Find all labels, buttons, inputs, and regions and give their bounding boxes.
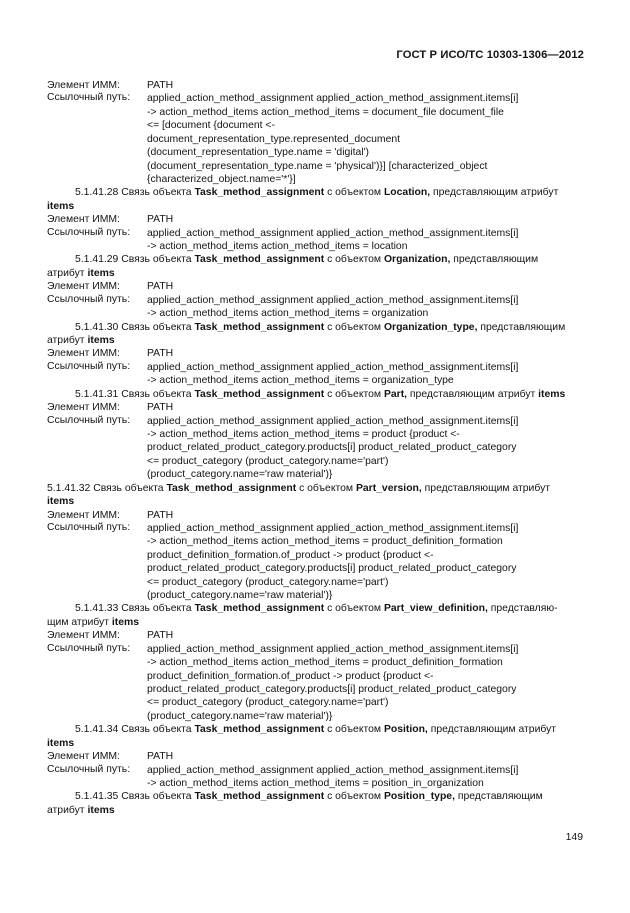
heading-text: представляю- xyxy=(487,603,558,615)
heading-term: Part, xyxy=(383,388,408,400)
reference-path-line: product_related_product_category.products[i] product_related_product_category xyxy=(147,683,517,695)
reference-path-row xyxy=(47,522,585,603)
reference-path-line: -> action_method_items action_method_items = document_file document_file xyxy=(147,106,504,118)
reference-path-line: {characterized_object.name='*'}] xyxy=(147,173,296,185)
heading-text: представляющим xyxy=(450,254,539,266)
reference-path-line: applied_action_method_assignment applied_action_method_assignment.items[i] xyxy=(147,415,519,427)
section-heading xyxy=(47,723,585,750)
element-label: Элемент ИММ: xyxy=(47,630,120,642)
reference-path-line: product_related_product_category.products[i] product_related_product_category xyxy=(147,563,517,575)
attribute-entry xyxy=(47,347,585,387)
heading-text: с объектом xyxy=(296,482,356,494)
reference-path-line: <= product_category (product_category.name='part') xyxy=(147,697,389,709)
heading-term: items xyxy=(47,496,75,508)
heading-text: атрибут xyxy=(47,804,88,816)
reference-path-line: -> action_method_items action_method_items = location xyxy=(147,241,408,253)
element-row xyxy=(47,347,585,360)
attribute-entry xyxy=(47,629,585,723)
heading-term: Organization, xyxy=(383,254,451,266)
reference-path xyxy=(147,92,585,186)
attribute-entry xyxy=(47,280,585,320)
reference-path-line: product_definition_formation.of_product -> product {product <- xyxy=(147,670,434,682)
reference-label: Ссылочный путь: xyxy=(47,521,131,533)
reference-path-line: applied_action_method_assignment applied_action_method_assignment.items[i] xyxy=(147,294,519,306)
heading-term: Task_method_assignment xyxy=(166,482,297,494)
section-heading xyxy=(47,186,585,213)
reference-path-line: (product_category.name='raw material')} xyxy=(147,710,333,722)
reference-path-line: (product_category.name='raw material')} xyxy=(147,469,333,481)
heading-term: Position_type, xyxy=(383,791,455,803)
heading-text: 5.1.41.35 Связь объекта xyxy=(75,791,195,803)
element-value: PATH xyxy=(147,630,174,642)
heading-term: items xyxy=(87,804,115,816)
heading-term: Position, xyxy=(383,724,428,736)
heading-text: 5.1.41.34 Связь объекта xyxy=(75,724,195,736)
reference-path xyxy=(147,361,585,388)
page-number: 149 xyxy=(565,832,583,843)
heading-text: представляющим атрибут xyxy=(430,187,559,199)
reference-path-line: (document_representation_type.name = 'physical')}] [characterized_object xyxy=(147,160,488,172)
heading-text: представляющим атрибут xyxy=(421,482,551,494)
attribute-entry xyxy=(47,401,585,482)
reference-label: Ссылочный путь: xyxy=(47,414,131,426)
element-value: PATH xyxy=(147,348,174,360)
reference-label: Ссылочный путь: xyxy=(47,92,131,104)
element-value: PATH xyxy=(147,509,174,521)
reference-path-line: -> action_method_items action_method_items = product_definition_formation xyxy=(147,657,503,669)
reference-path-line: applied_action_method_assignment applied_action_method_assignment.items[i] xyxy=(147,764,519,776)
document-header: ГОСТ Р ИСО/ТС 10303-1306—2012 xyxy=(396,49,584,61)
reference-label: Ссылочный путь: xyxy=(47,293,131,305)
reference-path-line: <= [document {document <- xyxy=(147,120,275,132)
element-row xyxy=(47,280,585,293)
heading-text: атрибут xyxy=(47,335,88,347)
heading-text: 5.1.41.31 Связь объекта xyxy=(75,388,195,400)
heading-term: Location, xyxy=(383,187,431,199)
reference-label: Ссылочный путь: xyxy=(47,360,131,372)
section-heading-line xyxy=(47,200,585,213)
element-row xyxy=(47,79,585,92)
reference-path-row xyxy=(47,92,585,186)
reference-path-row xyxy=(47,361,585,388)
section-heading-line xyxy=(47,790,585,803)
section-heading-line xyxy=(47,723,585,736)
heading-term: Task_method_assignment xyxy=(194,187,325,199)
section-heading-line xyxy=(47,321,585,334)
reference-path-line: -> action_method_items action_method_items = organization_type xyxy=(147,375,454,387)
heading-term: Organization_type, xyxy=(383,321,478,333)
element-row xyxy=(47,401,585,414)
reference-path-line: (product_category.name='raw material')} xyxy=(147,590,333,602)
section-heading-line xyxy=(47,495,585,508)
element-value: PATH xyxy=(147,281,174,293)
section-heading-line xyxy=(47,334,585,347)
heading-term: Task_method_assignment xyxy=(194,791,325,803)
heading-term: Task_method_assignment xyxy=(194,254,325,266)
heading-text: 5.1.41.30 Связь объекта xyxy=(75,321,195,333)
heading-text: с объектом xyxy=(324,603,384,615)
reference-path xyxy=(147,415,585,482)
element-label: Элемент ИММ: xyxy=(47,509,120,521)
heading-text: с объектом xyxy=(324,791,384,803)
reference-path xyxy=(147,227,585,254)
reference-path-line: applied_action_method_assignment applied_action_method_assignment.items[i] xyxy=(147,643,519,655)
section-heading xyxy=(47,388,585,401)
heading-term: items xyxy=(87,335,115,347)
heading-text: 5.1.41.29 Связь объекта xyxy=(75,254,195,266)
reference-path-line: <= product_category (product_category.name='part') xyxy=(147,576,389,588)
reference-path xyxy=(147,643,585,724)
heading-text: 5.1.41.32 Связь объекта xyxy=(47,482,167,494)
heading-text: представляющим атрибут xyxy=(427,724,557,736)
element-value: PATH xyxy=(147,80,174,91)
reference-path-line: product_definition_formation.of_product -> product {product <- xyxy=(147,549,434,561)
reference-path-line: applied_action_method_assignment applied_action_method_assignment.items[i] xyxy=(147,522,519,534)
reference-path xyxy=(147,764,585,791)
heading-text: с объектом xyxy=(324,724,384,736)
heading-text: представляющим xyxy=(477,321,566,333)
section-heading xyxy=(47,790,585,817)
section-heading-line xyxy=(47,267,585,280)
element-value: PATH xyxy=(147,214,174,226)
heading-text: представляющим xyxy=(454,791,543,803)
reference-path-line: -> action_method_items action_method_items = organization xyxy=(147,308,429,320)
heading-text: представляющим атрибут xyxy=(407,388,539,400)
heading-term: items xyxy=(87,267,115,279)
heading-text: с объектом xyxy=(324,254,384,266)
heading-term: Task_method_assignment xyxy=(194,724,325,736)
reference-label: Ссылочный путь: xyxy=(47,642,131,654)
section-heading-line xyxy=(47,602,585,615)
element-value: PATH xyxy=(147,751,174,763)
section-heading xyxy=(47,321,585,348)
reference-path xyxy=(147,522,585,603)
reference-path-row xyxy=(47,643,585,724)
section-heading-line xyxy=(47,253,585,266)
document-body xyxy=(47,79,585,817)
heading-term: items xyxy=(47,200,75,212)
reference-label: Ссылочный путь: xyxy=(47,763,131,775)
heading-text: с объектом xyxy=(324,388,384,400)
heading-term: Task_method_assignment xyxy=(194,388,325,400)
section-heading-line xyxy=(47,616,585,629)
element-value: PATH xyxy=(147,402,174,414)
heading-text: 5.1.41.28 Связь объекта xyxy=(75,187,195,199)
heading-text: атрибут xyxy=(47,267,88,279)
element-label: Элемент ИММ: xyxy=(47,281,120,293)
section-heading-line xyxy=(47,186,585,199)
heading-text: с объектом xyxy=(324,187,384,199)
heading-text: щим атрибут xyxy=(47,616,112,628)
heading-term: items xyxy=(47,737,75,749)
heading-text: с объектом xyxy=(324,321,384,333)
section-heading xyxy=(47,602,585,629)
section-heading xyxy=(47,253,585,280)
section-heading xyxy=(47,482,585,509)
element-row xyxy=(47,750,585,763)
heading-term: Part_view_definition, xyxy=(383,603,488,615)
heading-term: Task_method_assignment xyxy=(194,321,325,333)
element-row xyxy=(47,213,585,226)
reference-path-line: <= product_category (product_category.name='part') xyxy=(147,455,389,467)
attribute-entry xyxy=(47,213,585,253)
element-label: Элемент ИММ: xyxy=(47,402,120,414)
reference-path xyxy=(147,294,585,321)
reference-path-row xyxy=(47,415,585,482)
element-label: Элемент ИММ: xyxy=(47,214,120,226)
section-heading-line xyxy=(47,388,585,401)
reference-path-line: applied_action_method_assignment applied_action_method_assignment.items[i] xyxy=(147,361,519,373)
reference-path-line: applied_action_method_assignment applied_action_method_assignment.items[i] xyxy=(147,227,519,239)
reference-path-line: applied_action_method_assignment applied_action_method_assignment.items[i] xyxy=(147,93,519,105)
reference-path-row xyxy=(47,764,585,791)
section-heading-line xyxy=(47,804,585,817)
reference-path-row xyxy=(47,294,585,321)
heading-text: 5.1.41.33 Связь объекта xyxy=(75,603,195,615)
heading-term: Task_method_assignment xyxy=(194,603,325,615)
heading-term: items xyxy=(538,388,566,400)
element-row xyxy=(47,509,585,522)
attribute-entry xyxy=(47,79,585,186)
section-heading-line xyxy=(47,737,585,750)
reference-path-line: -> action_method_items action_method_items = position_in_organization xyxy=(147,777,484,789)
element-label: Элемент ИММ: xyxy=(47,751,120,763)
attribute-entry xyxy=(47,509,585,603)
reference-path-line: (document_representation_type.name = 'digital') xyxy=(147,147,370,159)
reference-path-row xyxy=(47,227,585,254)
element-label: Элемент ИММ: xyxy=(47,348,120,360)
heading-term: items xyxy=(111,616,139,628)
attribute-entry xyxy=(47,750,585,790)
reference-path-line: -> action_method_items action_method_items = product {product <- xyxy=(147,428,460,440)
reference-path-line: -> action_method_items action_method_items = product_definition_formation xyxy=(147,536,503,548)
section-heading-line xyxy=(47,482,585,495)
reference-label: Ссылочный путь: xyxy=(47,226,131,238)
reference-path-line: product_related_product_category.products[i] product_related_product_category xyxy=(147,442,517,454)
element-label: Элемент ИММ: xyxy=(47,80,120,91)
reference-path-line: document_representation_type.represented_document xyxy=(147,133,401,145)
element-row xyxy=(47,629,585,642)
heading-term: Part_version, xyxy=(355,482,422,494)
